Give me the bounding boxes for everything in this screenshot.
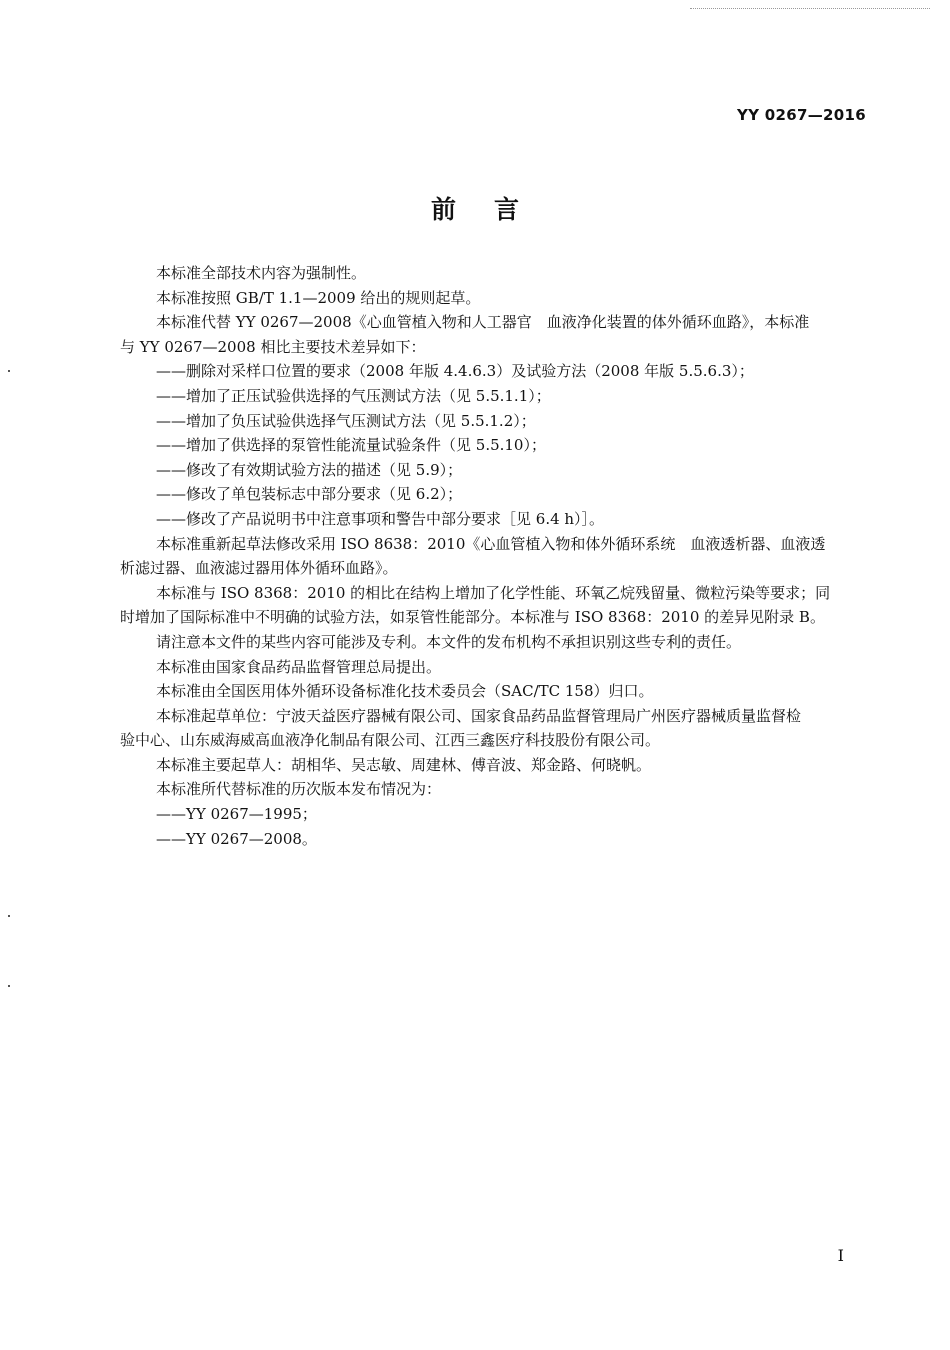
list-item: ——增加了供选择的泵管性能流量试验条件（见 5.5.10）；	[156, 436, 546, 455]
list-item: ——修改了单包装标志中部分要求（见 6.2）；	[156, 485, 463, 504]
paragraph-line: 本标准全部技术内容为强制性。	[156, 264, 367, 282]
paragraph-line: 本标准代替 YY 0267—2008《心血管植入物和人工器官 血液净化装置的体外循环血路》，本标准	[156, 313, 810, 332]
paragraph-line: 验中心、山东威海威高血液净化制品有限公司、江西三鑫医疗科技股份有限公司。	[120, 731, 661, 750]
paragraph-line: 本标准与 ISO 8368：2010 的相比在结构上增加了化学性能、环氧乙烷残留量、微粒污染等要求；同	[156, 583, 831, 602]
list-item: ——删除对采样口位置的要求（2008 年版 4.4.6.3）及试验方法（2008 年版 5.5.6.3）；	[156, 362, 754, 381]
scan-mark	[8, 370, 10, 372]
paragraph-line: 与 YY 0267—2008 相比主要技术差异如下：	[120, 337, 426, 356]
paragraph-line: 析滤过器、血液滤过器用体外循环血路》。	[120, 559, 398, 578]
paragraph-line: 时增加了国际标准中不明确的试验方法，如泵管性能部分。本标准与 ISO 8368：2010 的差异见附录 B。	[120, 608, 825, 627]
paragraph-line: 本标准由全国医用体外循环设备标准化技术委员会（SAC/TC 158）归口。	[156, 682, 654, 701]
list-item: ——YY 0267—1995；	[156, 805, 317, 824]
page-number: I	[837, 1246, 844, 1265]
paragraph-line: 本标准重新起草法修改采用 ISO 8638：2010《心血管植入物和体外循环系统 血液透析器、血液透	[156, 534, 826, 553]
paragraph-line: 本标准按照 GB/T 1.1—2009 给出的规则起草。	[156, 288, 481, 307]
paragraph-line: 请注意本文件的某些内容可能涉及专利。本文件的发布机构不承担识别这些专利的责任。	[156, 632, 742, 651]
list-item: ——增加了正压试验供选择的气压测试方法（见 5.5.1.1）；	[156, 386, 551, 405]
standard-code: YY 0267—2016	[736, 106, 866, 124]
scan-mark	[8, 915, 10, 917]
list-item: ——修改了产品说明书中注意事项和警告中部分要求［见 6.4 h）］。	[156, 509, 605, 528]
paragraph-line: 本标准主要起草人：胡相华、吴志敏、周建林、傅音波、郑金路、何晓帆。	[156, 755, 652, 774]
scan-mark	[8, 985, 10, 987]
paragraph-line: 本标准所代替标准的历次版本发布情况为：	[156, 780, 442, 799]
paragraph-line: 本标准起草单位：宁波天益医疗器械有限公司、国家食品药品监督管理局广州医疗器械质量监督检	[156, 706, 802, 725]
paragraph-line: 本标准由国家食品药品监督管理总局提出。	[156, 657, 442, 676]
foreword-body	[120, 261, 865, 851]
list-item: ——修改了有效期试验方法的描述（见 5.9）；	[156, 460, 463, 479]
scan-edge-rule	[690, 8, 930, 10]
page-title: 前言	[430, 195, 557, 224]
list-item: ——增加了负压试验供选择气压测试方法（见 5.5.1.2）；	[156, 411, 536, 430]
list-item: ——YY 0267—2008。	[156, 829, 317, 848]
